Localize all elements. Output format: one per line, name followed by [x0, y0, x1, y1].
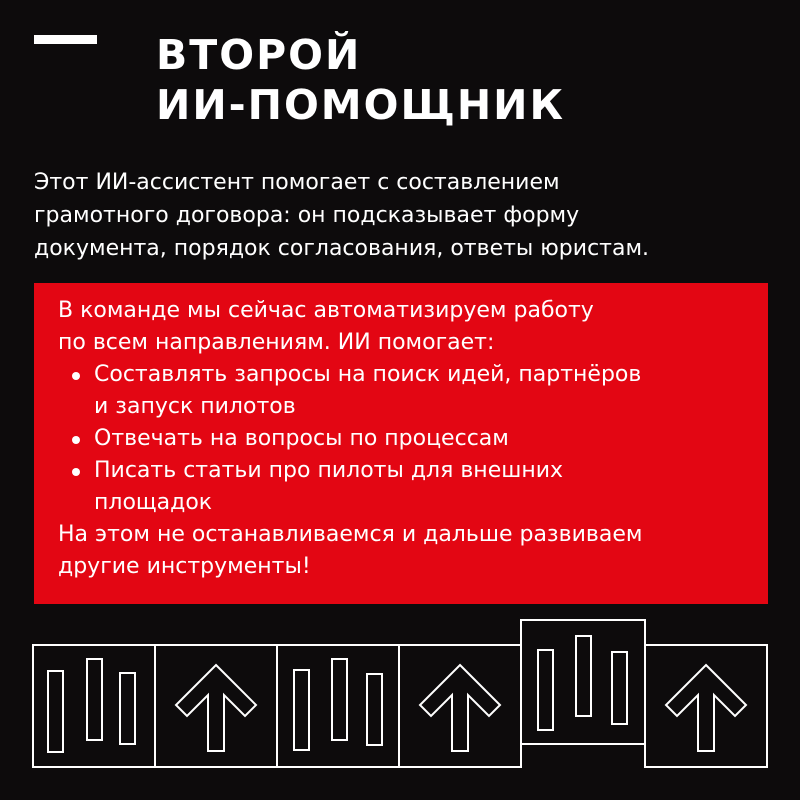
bars-icon [277, 645, 399, 767]
arrow-up-icon [645, 645, 767, 767]
lead-line: В команде мы сейчас автоматизируем работу [58, 298, 594, 323]
bullet-line: Отвечать на вопросы по процессам [94, 426, 509, 451]
arrow-up-icon [155, 645, 277, 767]
bullet-dot-icon [72, 436, 80, 444]
intro-line: документа, порядок согласования, ответы юристам. [34, 236, 650, 261]
intro-line: грамотного договора: он подсказывает форму [34, 203, 580, 228]
lead-text [58, 295, 746, 359]
bullet-item [58, 455, 746, 519]
title-line-1: ВТОРОЙ [156, 31, 362, 79]
closing-text [58, 519, 746, 583]
page-title [156, 30, 565, 130]
bullet-line: площадок [94, 490, 213, 515]
highlight-box [34, 283, 768, 604]
bullet-dot-icon [72, 468, 80, 476]
bullet-list [58, 359, 746, 519]
bullet-line: Писать статьи про пилоты для внешних [94, 458, 564, 483]
bullet-item [58, 359, 746, 423]
bullet-item [58, 423, 746, 455]
closing-line: На этом не останавливаемся и дальше развиваем [58, 522, 643, 547]
bars-icon [521, 620, 645, 744]
bars-icon [33, 645, 155, 767]
intro-line: Этот ИИ-ассистент помогает с составлением [34, 170, 560, 195]
title-line-2: ИИ-ПОМОЩНИК [156, 81, 565, 129]
decorative-top-bar [34, 35, 97, 44]
intro-paragraph [34, 166, 774, 265]
lead-line: по всем направлениям. ИИ помогает: [58, 330, 495, 355]
bullet-line: Составлять запросы на поиск идей, партнёров [94, 362, 642, 387]
arrow-up-icon [399, 645, 521, 767]
closing-line: другие инструменты! [58, 554, 311, 579]
bullet-dot-icon [72, 372, 80, 380]
bullet-line: и запуск пилотов [94, 394, 296, 419]
